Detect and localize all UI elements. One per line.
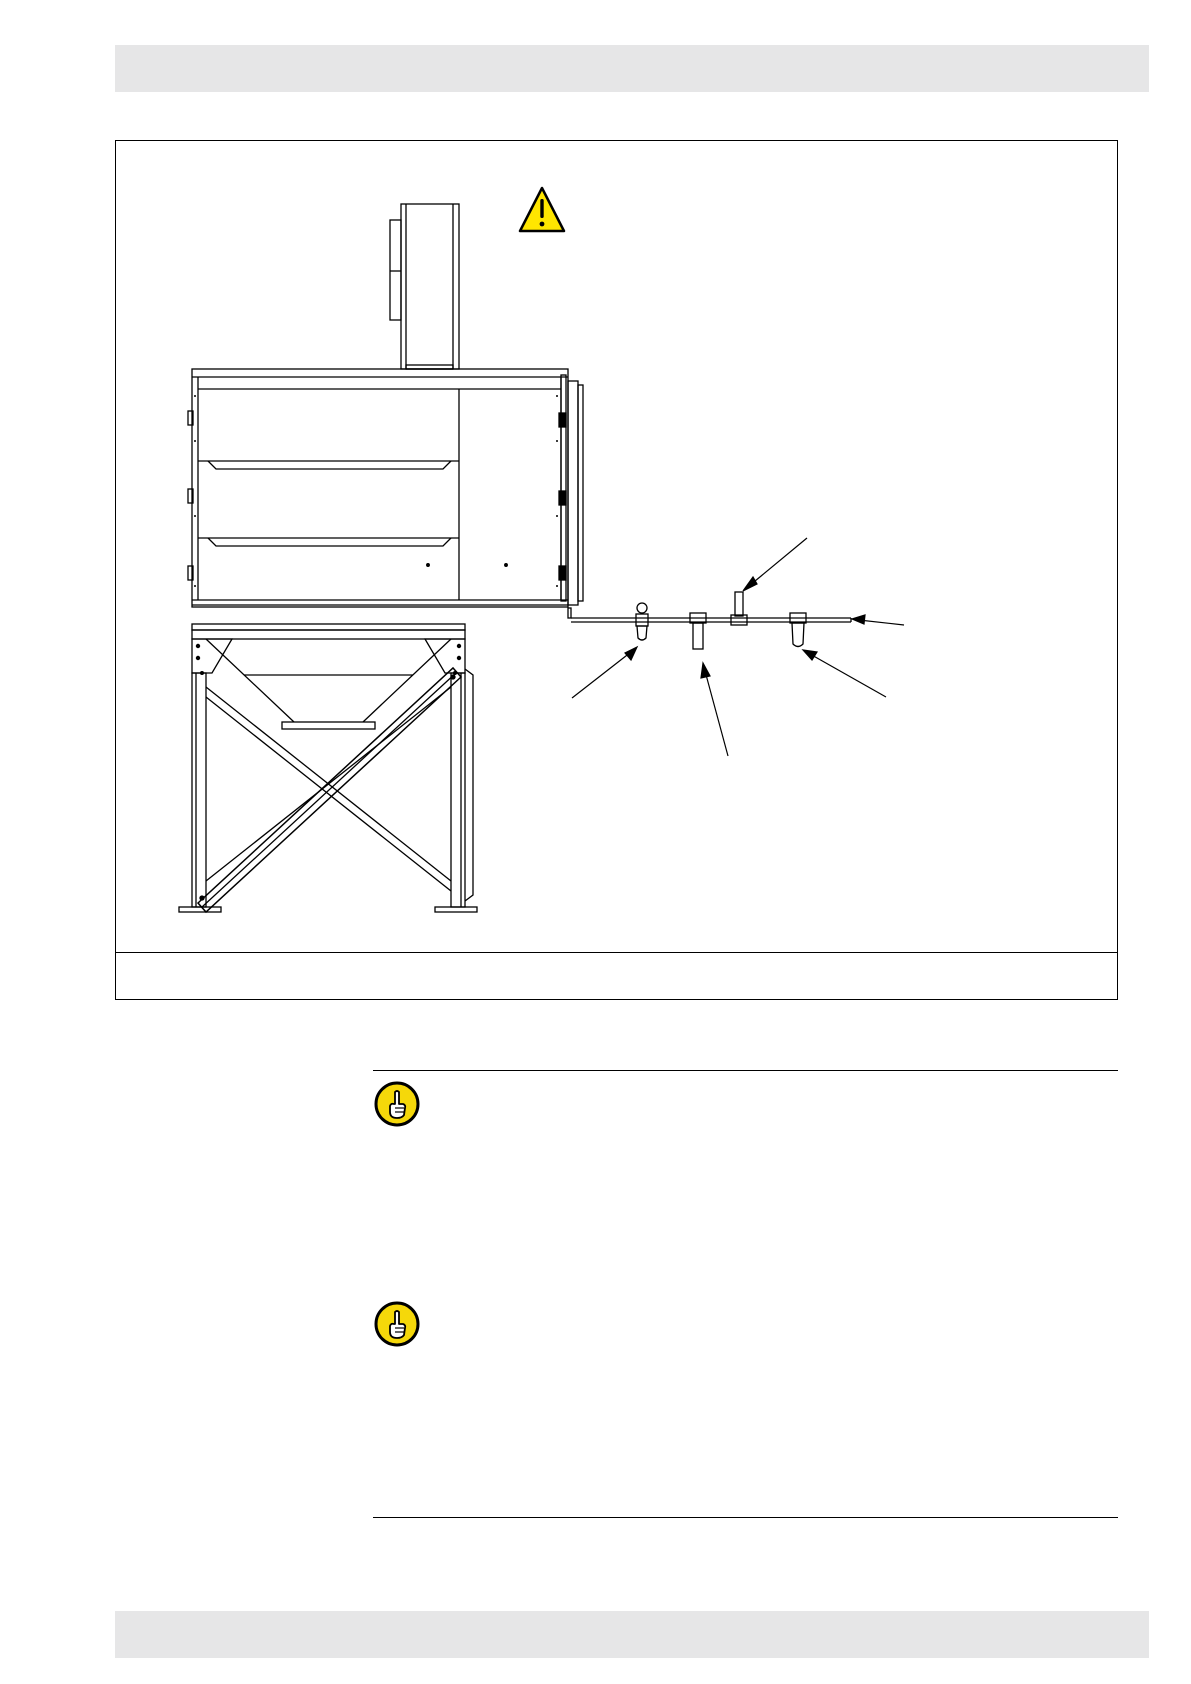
notes-top-rule: [373, 1070, 1118, 1071]
filter-cabinet: [188, 369, 568, 607]
callout-leaders: [572, 538, 904, 756]
pulse-manifold: [559, 375, 583, 618]
compressed-air-line: [571, 592, 851, 649]
page-header-band: [115, 45, 1149, 92]
figure-caption-bar: [116, 952, 1117, 999]
collector-installation-drawing: [116, 141, 1117, 953]
support-stand: [179, 624, 477, 912]
page-footer-band: [115, 1611, 1149, 1658]
pointing-hand-icon: [373, 1300, 421, 1348]
pointing-hand-icon: [373, 1080, 421, 1128]
warning-triangle-icon: [520, 188, 564, 231]
notes-bottom-rule: [373, 1517, 1118, 1518]
outlet-housing: [390, 204, 459, 369]
figure-frame: [115, 140, 1118, 1000]
